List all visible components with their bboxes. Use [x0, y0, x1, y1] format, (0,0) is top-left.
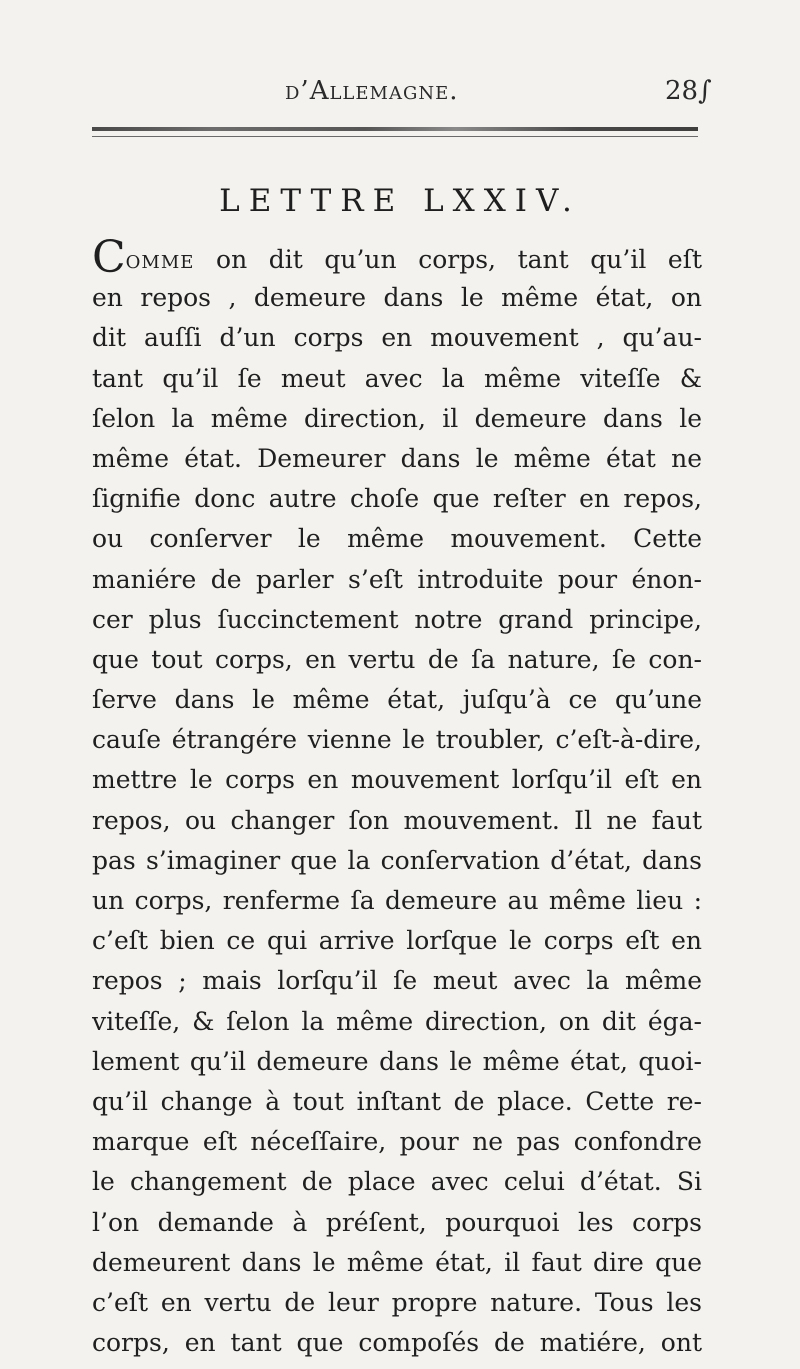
text-line: c’eſt bien ce qui arrive lorſque le corps eſt en — [92, 926, 702, 956]
text-line: marque eſt néceſſaire, pour ne pas confondre — [92, 1127, 702, 1157]
text-line: corps, en tant que compoſés de matiére, ont — [92, 1328, 702, 1358]
running-title: d’Allemagne. — [285, 76, 459, 106]
page-number: 28∫ — [665, 76, 712, 106]
text-line: le changement de place avec celui d’état. Si — [92, 1167, 702, 1197]
text-line: qu’il change à tout inſtant de place. Cette re- — [92, 1086, 702, 1116]
decorative-rule-thin — [92, 136, 698, 137]
text-line: c’eſt en vertu de leur propre nature. Tous les — [92, 1287, 702, 1317]
running-head — [0, 76, 800, 116]
first-word-smallcaps: omme — [125, 245, 195, 274]
text-line: pas s’imaginer que la conſervation d’état, dans — [92, 845, 702, 875]
text-line — [92, 238, 702, 278]
text-line: maniére de parler s’eſt introduite pour énon- — [92, 564, 702, 594]
text-line: lement qu’il demeure dans le même état, quoi- — [92, 1046, 702, 1076]
text-line: viteſſe, & ſelon la même direction, on dit éga- — [92, 1006, 702, 1036]
body-text — [92, 238, 702, 1363]
text-line: tant qu’il ſe meut avec la même viteſſe & — [92, 363, 702, 393]
text-line: ſignifie donc autre choſe que reſter en repos, — [92, 484, 702, 514]
letter-heading: LETTRE LXXIV. — [219, 183, 581, 219]
first-line-rest: on dit qu’un corps, tant qu’il eſt — [194, 245, 702, 274]
text-line: ſelon la même direction, il demeure dans le — [92, 403, 702, 433]
decorative-rule — [92, 127, 698, 131]
text-line: un corps, renferme ſa demeure au même lieu : — [92, 886, 702, 915]
text-line: en repos , demeure dans le même état, on — [92, 283, 702, 313]
text-line: mettre le corps en mouvement lorſqu’il eſt en — [92, 765, 702, 795]
drop-cap: C — [92, 238, 126, 279]
text-line: même état. Demeurer dans le même état ne — [92, 443, 702, 473]
text-line: ou conſerver le même mouvement. Cette — [92, 524, 702, 554]
text-line: repos ; mais lorſqu’il ſe meut avec la même — [92, 966, 702, 996]
text-line: dit auſſi d’un corps en mouvement , qu’au- — [92, 323, 702, 353]
text-line: ſerve dans le même état, juſqu’à ce qu’une — [92, 685, 702, 715]
text-line: repos, ou changer ſon mouvement. Il ne faut — [92, 805, 702, 835]
text-line: cer plus ſuccinctement notre grand principe, — [92, 604, 702, 634]
text-line: cauſe étrangére vienne le troubler, c’eſt-à-dire, — [92, 725, 702, 755]
text-line: que tout corps, en vertu de ſa nature, ſe con- — [92, 644, 702, 674]
text-line: demeurent dans le même état, il faut dire que — [92, 1247, 702, 1277]
text-line: l’on demande à préſent, pourquoi les corps — [92, 1207, 702, 1237]
